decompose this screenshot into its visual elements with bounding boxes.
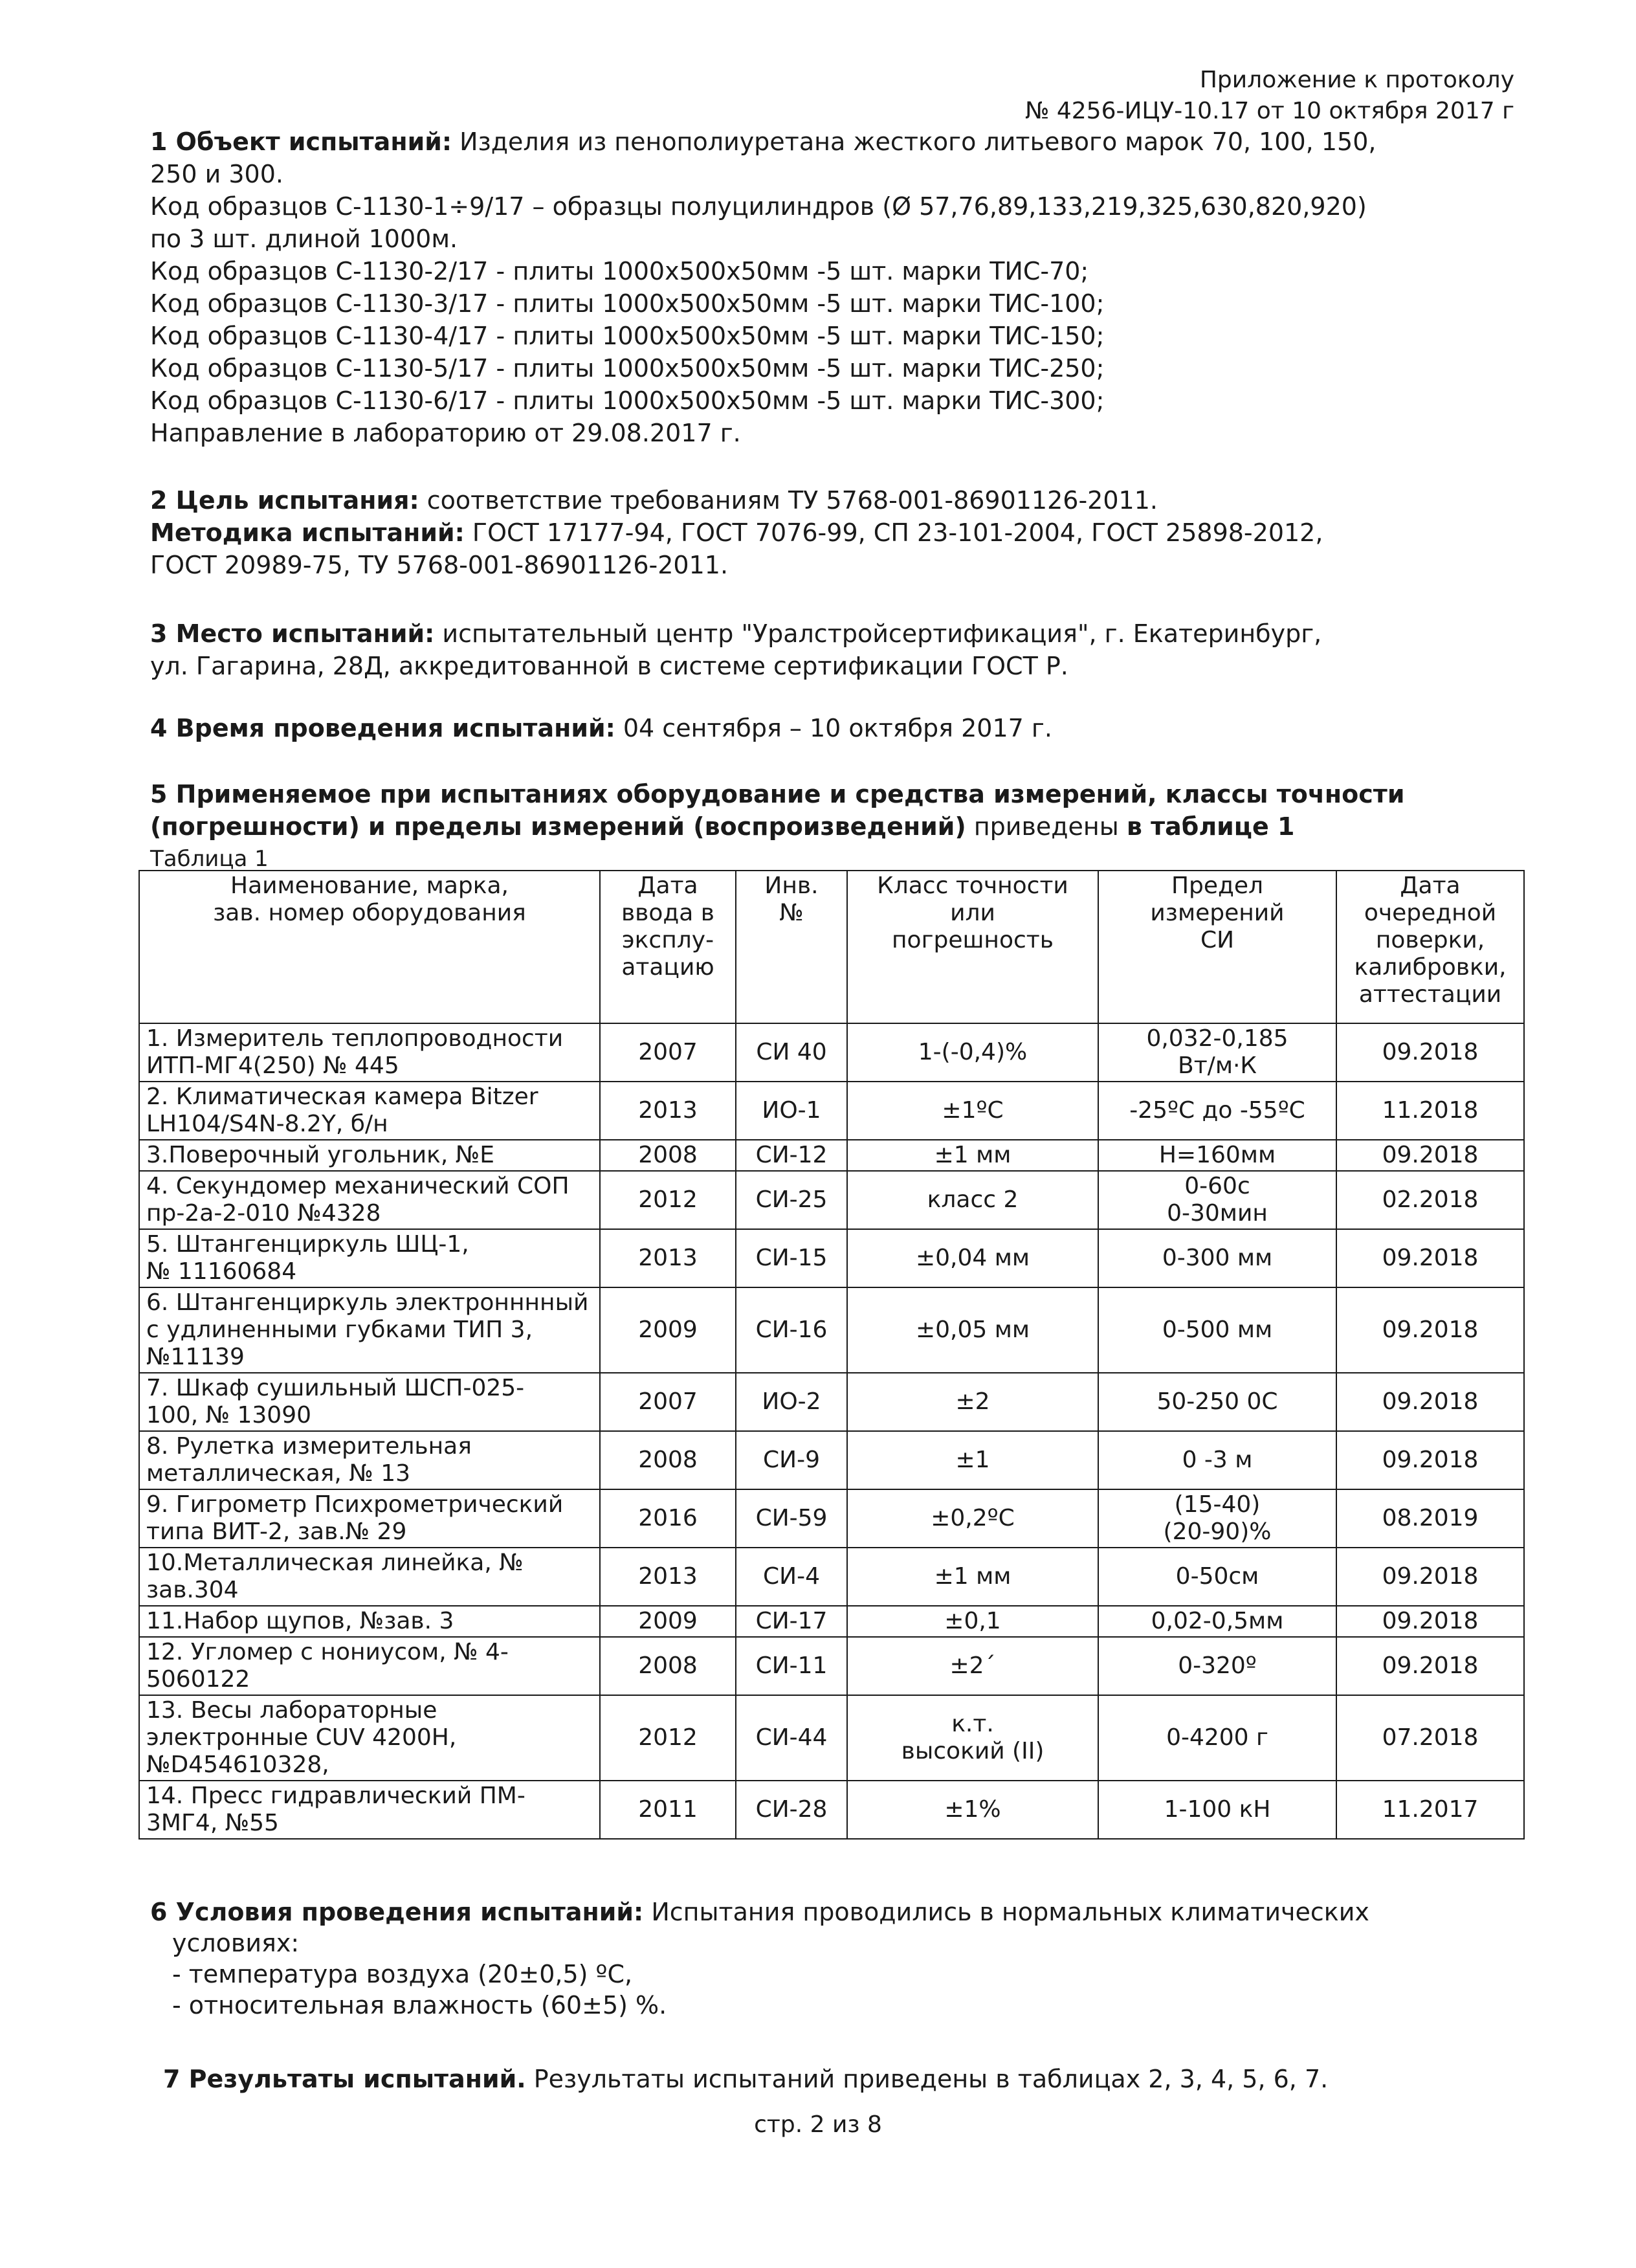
cell-accuracy-class: ±1 мм	[847, 1140, 1098, 1171]
protocol-header	[1025, 65, 1514, 127]
section-2-heading: 2 Цель испытания:	[150, 486, 419, 515]
section-4-text: 04 сентября – 10 октября 2017 г.	[615, 714, 1052, 742]
cell-commission-date: 2009	[600, 1606, 736, 1637]
method-line-2: ГОСТ 20989-75, ТУ 5768-001-86901126-2011.	[150, 551, 729, 579]
section-1-text: Изделия из пенополиуретана жесткого литьевого марок 70, 100, 150,	[452, 128, 1376, 156]
cell-equipment-name: 1. Измеритель теплопроводности ИТП-МГ4(250) № 445	[139, 1023, 600, 1082]
section-5-heading-2: (погрешности) и пределы измерений (воспроизведений)	[150, 812, 966, 841]
cell-inventory-number: ИО-2	[736, 1373, 847, 1431]
cell-commission-date: 2008	[600, 1140, 736, 1171]
table-row	[139, 1140, 1524, 1171]
cell-measurement-range: 0,032-0,185 Вт/м·К	[1098, 1023, 1336, 1082]
cell-accuracy-class: ±1 мм	[847, 1548, 1098, 1606]
column-header-equipment-name: Наименование, марка, зав. номер оборудования	[139, 871, 600, 1023]
section-1-heading: 1 Объект испытаний:	[150, 128, 452, 156]
section-1-line-6: Код образцов С-1130-3/17 - плиты 1000x500x50мм -5 шт. марки ТИС-100;	[150, 289, 1105, 318]
section-3-line-2: ул. Гагарина, 28Д, аккредитованной в системе сертификации ГОСТ Р.	[150, 652, 1068, 680]
cell-measurement-range: 1-100 кН	[1098, 1781, 1336, 1839]
section-5-text: приведены	[966, 812, 1127, 841]
section-1-line-7: Код образцов С-1130-4/17 - плиты 1000x500x50мм -5 шт. марки ТИС-150;	[150, 322, 1105, 350]
table-row	[139, 1431, 1524, 1489]
cell-commission-date: 2009	[600, 1287, 736, 1373]
cell-measurement-range: (15-40) (20-90)%	[1098, 1489, 1336, 1548]
section-5-table-ref: в таблице 1	[1126, 812, 1295, 841]
section-3-text: испытательный центр "Уралстройсертификация", г. Екатеринбург,	[434, 619, 1322, 648]
section-3-heading: 3 Место испытаний:	[150, 619, 435, 648]
column-header-accuracy-class: Класс точности или погрешность	[847, 871, 1098, 1023]
cell-measurement-range: Н=160мм	[1098, 1140, 1336, 1171]
header-line-2: № 4256-ИЦУ-10.17 от 10 октября 2017 г	[1024, 98, 1514, 124]
section-4-heading: 4 Время проведения испытаний:	[150, 714, 615, 742]
cell-equipment-name: 10.Металлическая линейка, № зав.304	[139, 1548, 600, 1606]
cell-accuracy-class: ±1ºС	[847, 1082, 1098, 1140]
column-header-next-verification-date: Дата очередной поверки, калибровки, аттестации	[1336, 871, 1524, 1023]
cell-commission-date: 2013	[600, 1229, 736, 1287]
cell-equipment-name: 9. Гигрометр Психрометрический типа ВИТ-2, зав.№ 29	[139, 1489, 600, 1548]
cell-accuracy-class: ±0,1	[847, 1606, 1098, 1637]
cell-equipment-name: 14. Пресс гидравлический ПМ- 3МГ4, №55	[139, 1781, 600, 1839]
table-row	[139, 1781, 1524, 1839]
cell-equipment-name: 5. Штангенциркуль ШЦ-1, № 11160684	[139, 1229, 600, 1287]
section-1-line-10: Направление в лабораторию от 29.08.2017 г.	[150, 419, 741, 447]
section-7-heading: 7 Результаты испытаний.	[163, 2065, 526, 2093]
table-row	[139, 1229, 1524, 1287]
cell-equipment-name: 6. Штангенциркуль электронннный с удлиненными губками ТИП 3, №11139	[139, 1287, 600, 1373]
cell-accuracy-class: класс 2	[847, 1171, 1098, 1229]
cell-next-verification-date: 02.2018	[1336, 1171, 1524, 1229]
cell-measurement-range: 0-320º	[1098, 1637, 1336, 1695]
cell-inventory-number: ИО-1	[736, 1082, 847, 1140]
cell-inventory-number: СИ-11	[736, 1637, 847, 1695]
cell-next-verification-date: 07.2018	[1336, 1695, 1524, 1781]
cell-next-verification-date: 09.2018	[1336, 1431, 1524, 1489]
column-header-inventory-number: Инв. №	[736, 871, 847, 1023]
cell-inventory-number: СИ-15	[736, 1229, 847, 1287]
cell-next-verification-date: 09.2018	[1336, 1373, 1524, 1431]
cell-equipment-name: 2. Климатическая камера Bitzer LH104/S4N-8.2Y, б/н	[139, 1082, 600, 1140]
table-row	[139, 1606, 1524, 1637]
cell-inventory-number: СИ-9	[736, 1431, 847, 1489]
section-6-line-2: условиях:	[172, 1929, 300, 1957]
section-1-line-2: 250 и 300.	[150, 160, 283, 188]
cell-commission-date: 2012	[600, 1695, 736, 1781]
section-5-heading: 5 Применяемое при испытаниях оборудование и средства измерений, классы точности	[150, 780, 1405, 808]
section-5-equipment	[150, 778, 1404, 843]
cell-measurement-range: 0 -3 м	[1098, 1431, 1336, 1489]
section-1-line-3: Код образцов С-1130-1÷9/17 – образцы полуцилиндров (Ø 57,76,89,133,219,325,630,820,920)	[150, 192, 1367, 221]
cell-next-verification-date: 11.2017	[1336, 1781, 1524, 1839]
cell-next-verification-date: 09.2018	[1336, 1606, 1524, 1637]
cell-accuracy-class: ±2	[847, 1373, 1098, 1431]
cell-measurement-range: 0-4200 г	[1098, 1695, 1336, 1781]
cell-next-verification-date: 09.2018	[1336, 1023, 1524, 1082]
header-line-1: Приложение к протоколу	[1199, 67, 1514, 93]
table-row	[139, 1637, 1524, 1695]
table-row	[139, 1489, 1524, 1548]
section-6-text: Испытания проводились в нормальных климатических	[643, 1898, 1369, 1926]
cell-commission-date: 2007	[600, 1373, 736, 1431]
cell-commission-date: 2013	[600, 1548, 736, 1606]
cell-accuracy-class: ±0,04 мм	[847, 1229, 1098, 1287]
cell-measurement-range: -25ºС до -55ºС	[1098, 1082, 1336, 1140]
cell-inventory-number: СИ-44	[736, 1695, 847, 1781]
table-row	[139, 1023, 1524, 1082]
section-1-line-5: Код образцов С-1130-2/17 - плиты 1000x500x50мм -5 шт. марки ТИС-70;	[150, 257, 1089, 285]
cell-accuracy-class: ±0,05 мм	[847, 1287, 1098, 1373]
table-body	[139, 1023, 1524, 1839]
cell-accuracy-class: ±2´	[847, 1637, 1098, 1695]
cell-next-verification-date: 09.2018	[1336, 1637, 1524, 1695]
column-header-commission-date: Дата ввода в эксплу- атацию	[600, 871, 736, 1023]
cell-measurement-range: 0-500 мм	[1098, 1287, 1336, 1373]
cell-accuracy-class: к.т. высокий (II)	[847, 1695, 1098, 1781]
section-1-line-4: по 3 шт. длиной 1000м.	[150, 225, 458, 253]
cell-commission-date: 2008	[600, 1431, 736, 1489]
cell-equipment-name: 12. Угломер с нониусом, № 4- 5060122	[139, 1637, 600, 1695]
table-1-caption: Таблица 1	[150, 846, 269, 872]
cell-inventory-number: СИ-16	[736, 1287, 847, 1373]
cell-measurement-range: 50-250 0С	[1098, 1373, 1336, 1431]
cell-inventory-number: СИ-4	[736, 1548, 847, 1606]
cell-inventory-number: СИ-12	[736, 1140, 847, 1171]
cell-commission-date: 2016	[600, 1489, 736, 1548]
cell-commission-date: 2012	[600, 1171, 736, 1229]
section-1-line-8: Код образцов С-1130-5/17 - плиты 1000x500x50мм -5 шт. марки ТИС-250;	[150, 354, 1105, 383]
cell-commission-date: 2011	[600, 1781, 736, 1839]
page-number: стр. 2 из 8	[754, 2111, 882, 2138]
cell-accuracy-class: ±1%	[847, 1781, 1098, 1839]
section-7-results	[163, 2063, 1328, 2095]
method-heading: Методика испытаний:	[150, 518, 465, 547]
section-3-location	[150, 617, 1321, 682]
cell-commission-date: 2013	[600, 1082, 736, 1140]
table-header-row	[139, 871, 1524, 1023]
section-1-object	[150, 126, 1376, 449]
cell-inventory-number: СИ-25	[736, 1171, 847, 1229]
cell-equipment-name: 4. Секундомер механический СОП пр-2а-2-010 №4328	[139, 1171, 600, 1229]
method-text: ГОСТ 17177-94, ГОСТ 7076-99, СП 23-101-2004, ГОСТ 25898-2012,	[464, 518, 1323, 547]
cell-inventory-number: СИ 40	[736, 1023, 847, 1082]
cell-measurement-range: 0-300 мм	[1098, 1229, 1336, 1287]
cell-next-verification-date: 09.2018	[1336, 1140, 1524, 1171]
section-2-text: соответствие требованиям ТУ 5768-001-86901126-2011.	[419, 486, 1158, 515]
section-1-line-9: Код образцов С-1130-6/17 - плиты 1000x500x50мм -5 шт. марки ТИС-300;	[150, 386, 1105, 415]
section-6-temperature: - температура воздуха (20±0,5) ºС,	[172, 1960, 633, 1988]
section-6-heading: 6 Условия проведения испытаний:	[150, 1898, 644, 1926]
cell-inventory-number: СИ-59	[736, 1489, 847, 1548]
column-header-measurement-range: Предел измерений СИ	[1098, 871, 1336, 1023]
table-row	[139, 1171, 1524, 1229]
section-6-conditions	[150, 1896, 1369, 2021]
cell-inventory-number: СИ-17	[736, 1606, 847, 1637]
table-row	[139, 1373, 1524, 1431]
cell-next-verification-date: 08.2019	[1336, 1489, 1524, 1548]
cell-measurement-range: 0,02-0,5мм	[1098, 1606, 1336, 1637]
cell-accuracy-class: ±0,2ºС	[847, 1489, 1098, 1548]
cell-equipment-name: 13. Весы лабораторные электронные CUV 4200H, №D454610328,	[139, 1695, 600, 1781]
cell-equipment-name: 3.Поверочный угольник, №Е	[139, 1140, 600, 1171]
table-row	[139, 1695, 1524, 1781]
cell-next-verification-date: 11.2018	[1336, 1082, 1524, 1140]
cell-accuracy-class: 1-(-0,4)%	[847, 1023, 1098, 1082]
cell-next-verification-date: 09.2018	[1336, 1548, 1524, 1606]
equipment-table	[138, 870, 1525, 1840]
cell-next-verification-date: 09.2018	[1336, 1287, 1524, 1373]
cell-measurement-range: 0-60с 0-30мин	[1098, 1171, 1336, 1229]
cell-commission-date: 2008	[600, 1637, 736, 1695]
table-row	[139, 1548, 1524, 1606]
table-row	[139, 1287, 1524, 1373]
cell-equipment-name: 11.Набор щупов, №зав. 3	[139, 1606, 600, 1637]
section-6-humidity: - относительная влажность (60±5) %.	[172, 1991, 667, 2019]
cell-equipment-name: 8. Рулетка измерительная металлическая, № 13	[139, 1431, 600, 1489]
cell-accuracy-class: ±1	[847, 1431, 1098, 1489]
cell-equipment-name: 7. Шкаф сушильный ШСП-025- 100, № 13090	[139, 1373, 600, 1431]
section-7-text: Результаты испытаний приведены в таблицах 2, 3, 4, 5, 6, 7.	[525, 2065, 1329, 2093]
section-4-time	[150, 712, 1052, 744]
cell-commission-date: 2007	[600, 1023, 736, 1082]
cell-inventory-number: СИ-28	[736, 1781, 847, 1839]
cell-measurement-range: 0-50см	[1098, 1548, 1336, 1606]
cell-next-verification-date: 09.2018	[1336, 1229, 1524, 1287]
section-2-purpose	[150, 484, 1323, 581]
table-row	[139, 1082, 1524, 1140]
